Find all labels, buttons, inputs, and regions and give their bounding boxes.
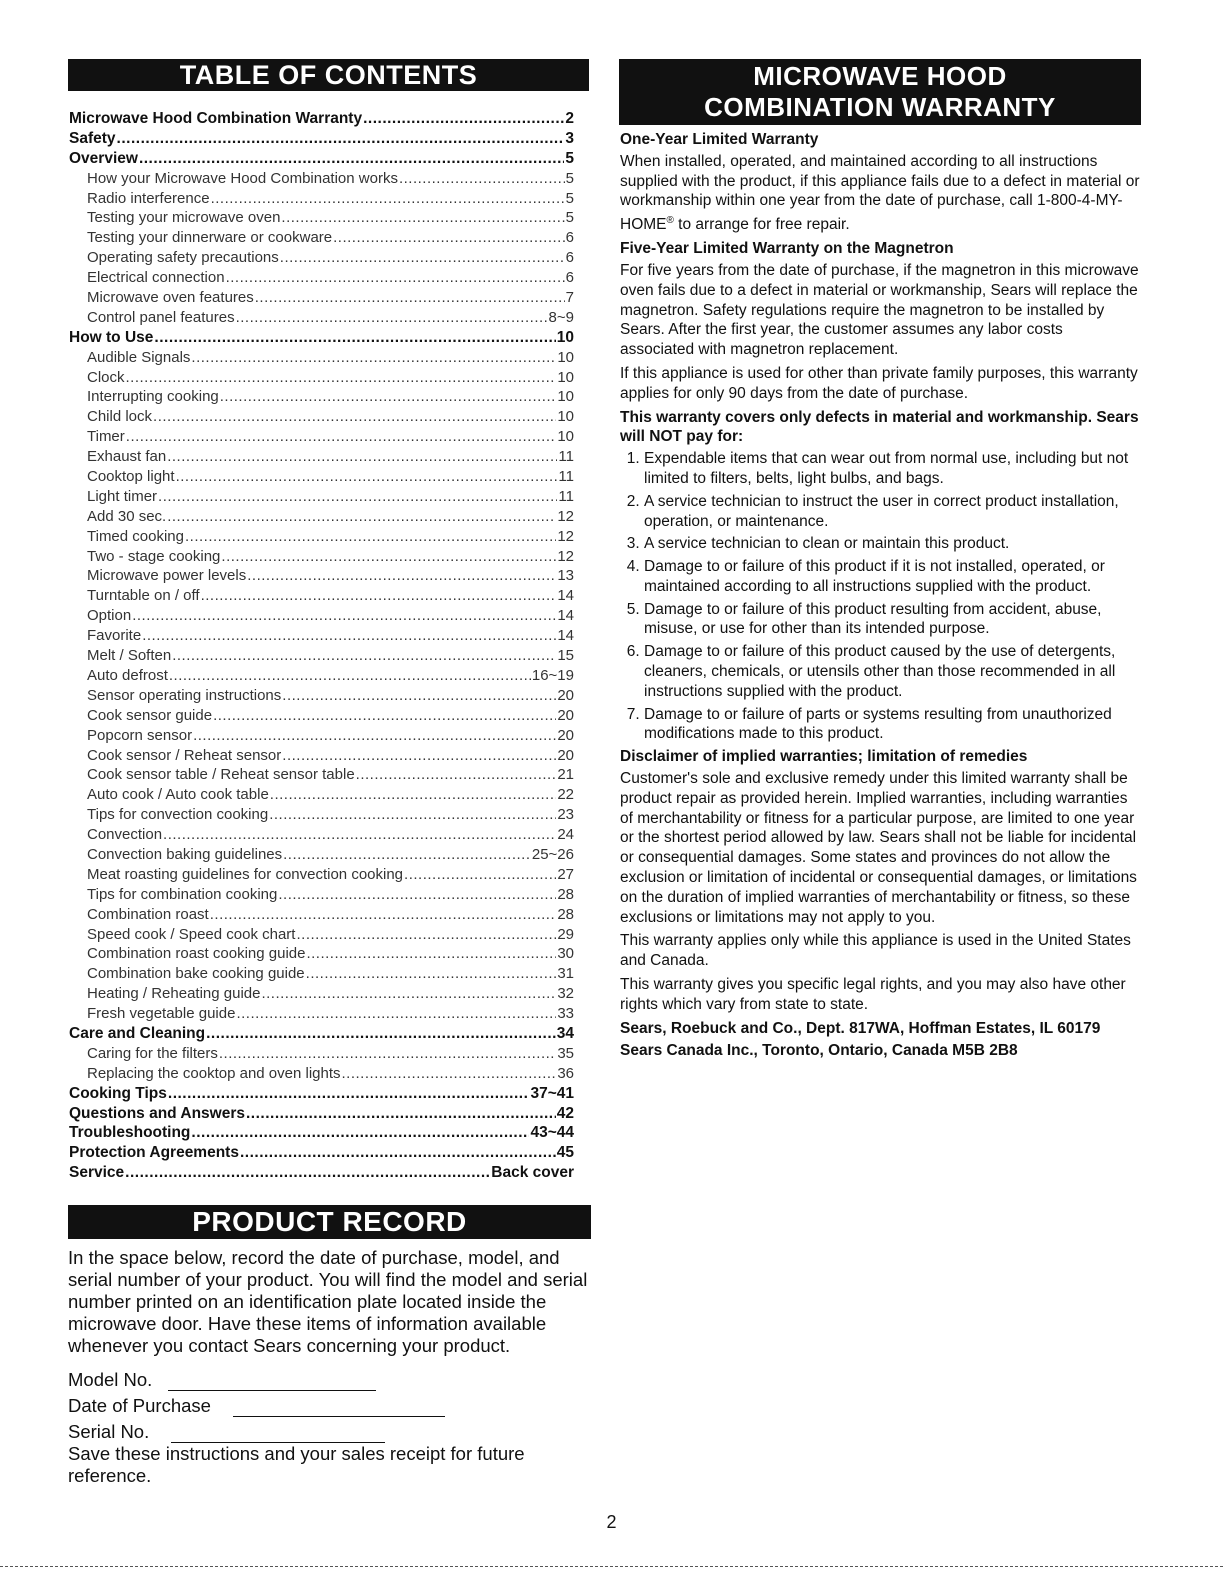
toc-entry-page: 11 — [558, 468, 574, 486]
toc-entry-page: 10 — [556, 328, 574, 346]
toc-entry — [69, 667, 574, 687]
toc-entry — [69, 926, 574, 946]
exclusion-item: 2. A service technician to instruct the user in correct product installation, operation, or maintenance. — [644, 492, 1140, 532]
date-field — [68, 1391, 591, 1417]
address-us: Sears, Roebuck and Co., Dept. 817WA, Hoffman Estates, IL 60179 — [620, 1019, 1101, 1037]
toc-list — [69, 110, 574, 1184]
toc-entry — [69, 508, 574, 528]
toc-entry-page: 5 — [565, 189, 574, 207]
five-year-text: For five years from the date of purchase, if the magnetron in this microwave oven fails due to a defect in material or workmanship, Sears will replace the magnetron. Safety regulations require the magnetron to be installed by Sears. After the first year, the customer assumes any labor costs associated with magnetron replacement. — [620, 261, 1139, 359]
toc-leader-dots — [185, 528, 556, 545]
model-field — [68, 1365, 591, 1391]
toc-entry-page: 25~26 — [531, 845, 574, 863]
toc-leader-dots — [281, 209, 564, 226]
toc-leader-dots — [142, 627, 556, 644]
toc-leader-dots — [168, 1085, 530, 1103]
toc-entry — [69, 985, 574, 1005]
toc-entry — [69, 1124, 574, 1144]
exclusion-item: 5. Damage to or failure of this product resulting from accident, abuse, misuse, or use for other than its intended purpose. — [644, 600, 1140, 640]
toc-entry-title: Radio interference — [87, 189, 210, 207]
address-canada: Sears Canada Inc., Toronto, Ontario, Canada M5B 2B8 — [620, 1042, 1018, 1060]
exclusion-item: 6. Damage to or failure of this product caused by the use of detergents, cleaners, chemicals, or utensils other than those recommended in all instructions supplied with the product. — [644, 642, 1140, 701]
toc-entry-title: Microwave oven features — [87, 289, 254, 307]
toc-entry-page: 33 — [557, 1005, 574, 1023]
toc-entry-title: Troubleshooting — [69, 1124, 191, 1142]
toc-entry-title: Timer — [87, 428, 125, 446]
toc-leader-dots — [191, 349, 556, 366]
toc-leader-dots — [342, 1065, 557, 1082]
toc-leader-dots — [125, 1164, 490, 1182]
toc-entry-page: 11 — [558, 487, 574, 505]
toc-entry — [69, 1164, 574, 1184]
toc-entry — [69, 1025, 574, 1045]
toc-leader-dots — [117, 130, 565, 148]
toc-leader-dots — [255, 289, 565, 306]
toc-leader-dots — [154, 329, 555, 347]
toc-entry-title: Operating safety precautions — [87, 249, 279, 267]
toc-entry — [69, 170, 574, 190]
toc-entry-title: Protection Agreements — [69, 1144, 239, 1162]
toc-leader-dots — [282, 687, 556, 704]
toc-entry-title: Favorite — [87, 627, 142, 645]
toc-entry-title: Cook sensor guide — [87, 706, 213, 724]
toc-entry-page: 13 — [557, 567, 574, 585]
toc-entry — [69, 110, 574, 130]
toc-entry — [69, 806, 574, 826]
serial-label: Serial No. — [68, 1421, 150, 1442]
toc-leader-dots — [221, 548, 556, 565]
toc-entry — [69, 687, 574, 707]
toc-entry — [69, 567, 574, 587]
toc-entry — [69, 1065, 574, 1085]
toc-leader-dots — [247, 567, 556, 584]
toc-entry — [69, 707, 574, 727]
toc-leader-dots — [167, 508, 556, 525]
toc-entry — [69, 727, 574, 747]
registered-mark: ® — [666, 215, 674, 227]
disclaimer-text: Customer's sole and exclusive remedy under this limited warranty shall be product repair as provided herein. Implied warranties, including warranties of merchantability or fitness for a particular purpose, are limited to one year or the shortest period allowed by law. Sears shall not be liable for incidental or consequential damages. Some states and provinces do not allow the exclusion or limitation of incidental or consequential damages, or limitations on the duration of implied warranties of merchantability or fitness, so these exclusions or limitations may not apply to you. — [620, 770, 1137, 926]
toc-entry-title: Speed cook / Speed cook chart — [87, 925, 296, 943]
toc-entry-title: Replacing the cooktop and oven lights — [87, 1064, 341, 1082]
toc-entry-title: Cook sensor table / Reheat sensor table — [87, 766, 355, 784]
toc-entry-page: 10 — [557, 348, 574, 366]
toc-entry-page: 16~19 — [531, 666, 574, 684]
toc-entry-title: Cooking Tips — [69, 1084, 167, 1102]
toc-entry-page: 3 — [565, 129, 574, 147]
toc-entry — [69, 965, 574, 985]
toc-entry-page: 20 — [557, 746, 574, 764]
toc-entry-page: Back cover — [491, 1164, 574, 1182]
toc-entry-page: 7 — [565, 289, 574, 307]
five-year-heading: Five-Year Limited Warranty on the Magnetron — [620, 240, 954, 258]
toc-entry-title: Caring for the filters — [87, 1044, 218, 1062]
toc-entry-title: Fresh vegetable guide — [87, 1005, 236, 1023]
toc-leader-dots — [172, 647, 556, 664]
toc-leader-dots — [206, 1025, 556, 1043]
page-number: 2 — [606, 1512, 617, 1532]
toc-entry-title: Control panel features — [87, 308, 235, 326]
toc-leader-dots — [126, 369, 557, 386]
toc-leader-dots — [269, 806, 556, 823]
us-canada-text: This warranty applies only while this appliance is used in the United States and Canada. — [620, 932, 1131, 970]
toc-leader-dots — [158, 488, 557, 505]
toc-entry — [69, 1105, 574, 1125]
toc-entry-page: 15 — [557, 647, 574, 665]
toc-leader-dots — [283, 846, 531, 863]
toc-entry-page: 36 — [557, 1064, 574, 1082]
toc-leader-dots — [193, 727, 556, 744]
toc-entry-title: Option — [87, 607, 132, 625]
toc-leader-dots — [139, 150, 564, 168]
date-line — [233, 1398, 445, 1417]
product-record-section — [68, 1247, 591, 1495]
toc-entry-title: Heating / Reheating guide — [87, 985, 261, 1003]
legal-rights-text: This warranty gives you specific legal rights, and you may also have other rights which vary from state to state. — [620, 976, 1126, 1013]
product-record-intro: In the space below, record the date of purchase, model, and serial number of your product. You will find the model and serial number printed on an identification plate located inside the microwave door. Have these items of information available whenever you contact Sears concerning your product. — [68, 1247, 588, 1356]
toc-entry — [69, 1005, 574, 1025]
toc-leader-dots — [213, 707, 556, 724]
toc-leader-dots — [306, 945, 556, 962]
toc-leader-dots — [220, 388, 557, 405]
toc-leader-dots — [306, 965, 557, 982]
toc-entry-page: 28 — [557, 885, 574, 903]
toc-leader-dots — [226, 269, 565, 286]
toc-entry-title: Timed cooking — [87, 527, 184, 545]
toc-leader-dots — [282, 747, 556, 764]
toc-entry-page: 12 — [557, 507, 574, 525]
toc-entry-title: Tips for combination cooking — [87, 885, 278, 903]
toc-entry-title: Cook sensor / Reheat sensor — [87, 746, 282, 764]
toc-leader-dots — [280, 249, 565, 266]
toc-entry-title: Auto cook / Auto cook table — [87, 786, 269, 804]
toc-leader-dots — [296, 926, 556, 943]
toc-entry — [69, 528, 574, 548]
toc-leader-dots — [356, 766, 557, 783]
toc-entry — [69, 1085, 574, 1105]
toc-entry-page: 10 — [557, 388, 574, 406]
toc-entry-page: 28 — [557, 905, 574, 923]
toc-leader-dots — [363, 110, 564, 128]
toc-entry-title: Tips for convection cooking — [87, 806, 269, 824]
footer-rule — [0, 1566, 1223, 1567]
toc-entry-page: 8~9 — [548, 308, 574, 326]
toc-entry-title: Melt / Soften — [87, 647, 172, 665]
toc-entry-title: Microwave power levels — [87, 567, 247, 585]
model-label: Model No. — [68, 1369, 153, 1390]
toc-entry — [69, 786, 574, 806]
toc-leader-dots — [176, 468, 558, 485]
toc-entry — [69, 886, 574, 906]
toc-entry-page: 14 — [557, 587, 574, 605]
one-year-text: When installed, operated, and maintained according to all instructions supplied with the product, if this appliance fails due to a defect in material or workmanship within one year from the date of purchase, call 1-800-4-MY-HOME® to arrange for free repair. — [620, 152, 1140, 234]
toc-entry — [69, 866, 574, 886]
exclusion-item: 1. Expendable items that can wear out from normal use, including but not limited to filters, belts, light bulbs, and bags. — [644, 449, 1140, 489]
toc-leader-dots — [240, 1144, 556, 1162]
toc-entry-title: Combination bake cooking guide — [87, 965, 305, 983]
toc-leader-dots — [211, 190, 565, 207]
toc-entry-page: 11 — [558, 448, 574, 466]
covers-heading: This warranty covers only defects in material and workmanship. Sears will NOT pay for: — [620, 408, 1139, 446]
toc-leader-dots — [261, 985, 556, 1002]
toc-entry — [69, 408, 574, 428]
toc-entry-title: Combination roast — [87, 905, 209, 923]
toc-entry-page: 27 — [557, 865, 574, 883]
toc-leader-dots — [163, 826, 556, 843]
toc-entry-page: 5 — [565, 169, 574, 187]
toc-entry-page: 10 — [557, 368, 574, 386]
toc-leader-dots — [153, 408, 556, 425]
toc-entry — [69, 945, 574, 965]
toc-entry — [69, 190, 574, 210]
toc-entry-page: 23 — [557, 806, 574, 824]
toc-entry — [69, 906, 574, 926]
toc-entry-title: Cooktop light — [87, 468, 175, 486]
toc-entry-title: How to Use — [69, 328, 154, 346]
warranty-section — [620, 130, 1140, 1064]
toc-entry-title: Service — [69, 1164, 125, 1182]
warranty-title-line2: COMBINATION WARRANTY — [704, 92, 1056, 122]
toc-entry-page: 24 — [557, 826, 574, 844]
toc-entry — [69, 826, 574, 846]
toc-leader-dots — [167, 448, 557, 465]
toc-entry-page: 37~41 — [530, 1084, 574, 1102]
toc-leader-dots — [219, 1045, 556, 1062]
toc-entry-page: 5 — [565, 149, 574, 167]
toc-entry-title: How your Microwave Hood Combination works — [87, 169, 398, 187]
toc-entry-page: 31 — [557, 965, 574, 983]
toc-entry-title: Meat roasting guidelines for convection cooking — [87, 865, 404, 883]
toc-entry-title: Testing your microwave oven — [87, 209, 281, 227]
toc-entry-title: Safety — [69, 129, 116, 147]
toc-entry — [69, 329, 574, 349]
toc-leader-dots — [169, 667, 531, 684]
toc-entry — [69, 607, 574, 627]
toc-entry-page: 45 — [556, 1144, 574, 1162]
toc-entry — [69, 209, 574, 229]
serial-line — [171, 1424, 385, 1443]
private-use-text: If this appliance is used for other than private family purposes, this warranty applies for only 90 days from the date of purchase. — [620, 364, 1138, 402]
one-year-heading: One-Year Limited Warranty — [620, 131, 819, 148]
toc-entry-page: 14 — [557, 627, 574, 645]
toc-leader-dots — [236, 309, 548, 326]
toc-entry — [69, 229, 574, 249]
save-note: Save these instructions and your sales receipt for future reference. — [68, 1443, 525, 1486]
toc-entry — [69, 448, 574, 468]
toc-entry — [69, 289, 574, 309]
toc-entry — [69, 647, 574, 667]
toc-leader-dots — [404, 866, 556, 883]
toc-entry-page: 20 — [557, 686, 574, 704]
toc-entry-title: Care and Cleaning — [69, 1024, 206, 1042]
exclusion-item: 7. Damage to or failure of parts or systems resulting from unauthorized modifications made to this product. — [644, 705, 1140, 745]
toc-entry-page: 22 — [557, 786, 574, 804]
toc-entry-title: Exhaust fan — [87, 448, 167, 466]
toc-entry-page: 35 — [557, 1044, 574, 1062]
toc-entry-page: 14 — [557, 607, 574, 625]
warranty-title-line1: MICROWAVE HOOD — [753, 61, 1007, 91]
toc-entry — [69, 269, 574, 289]
disclaimer-heading: Disclaimer of implied warranties; limitation of remedies — [620, 748, 1028, 766]
toc-entry-page: 21 — [557, 766, 574, 784]
toc-entry-page: 6 — [565, 229, 574, 247]
toc-entry-title: Sensor operating instructions — [87, 686, 282, 704]
toc-entry-title: Auto defrost — [87, 666, 168, 684]
toc-entry-page: 20 — [557, 706, 574, 724]
toc-entry-page: 34 — [556, 1024, 574, 1042]
toc-entry-page: 32 — [557, 985, 574, 1003]
toc-entry — [69, 428, 574, 448]
toc-entry-page: 30 — [557, 945, 574, 963]
toc-entry — [69, 548, 574, 568]
toc-entry — [69, 587, 574, 607]
toc-entry-page: 10 — [557, 428, 574, 446]
toc-leader-dots — [333, 229, 565, 246]
toc-entry-page: 10 — [557, 408, 574, 426]
toc-entry — [69, 488, 574, 508]
toc-entry-page: 6 — [565, 249, 574, 267]
toc-entry-title: Testing your dinnerware or cookware — [87, 229, 333, 247]
toc-entry — [69, 369, 574, 389]
toc-entry-page: 12 — [557, 527, 574, 545]
toc-entry-title: Microwave Hood Combination Warranty — [69, 110, 363, 127]
toc-entry-title: Add 30 sec. — [87, 507, 167, 525]
toc-banner: TABLE OF CONTENTS — [68, 59, 589, 91]
toc-entry-page: 12 — [557, 547, 574, 565]
model-line — [168, 1372, 376, 1391]
toc-entry — [69, 1045, 574, 1065]
toc-leader-dots — [201, 587, 557, 604]
toc-entry-title: Convection baking guidelines — [87, 845, 283, 863]
toc-entry-title: Combination roast cooking guide — [87, 945, 306, 963]
toc-entry-page: 42 — [556, 1104, 574, 1122]
toc-leader-dots — [399, 170, 565, 187]
toc-entry — [69, 249, 574, 269]
toc-entry-title: Popcorn sensor — [87, 726, 193, 744]
toc-entry-page: 6 — [565, 269, 574, 287]
toc-leader-dots — [236, 1005, 556, 1022]
toc-leader-dots — [191, 1124, 529, 1142]
toc-entry — [69, 349, 574, 369]
toc-entry-page: 43~44 — [530, 1124, 574, 1142]
toc-leader-dots — [246, 1105, 556, 1123]
toc-entry-title: Questions and Answers — [69, 1104, 245, 1122]
toc-entry — [69, 747, 574, 767]
toc-entry-title: Convection — [87, 826, 163, 844]
toc-entry-title: Audible Signals — [87, 348, 191, 366]
toc-entry — [69, 627, 574, 647]
toc-entry-title: Electrical connection — [87, 269, 225, 287]
serial-field — [68, 1417, 591, 1443]
toc-entry-title: Two - stage cooking — [87, 547, 221, 565]
toc-leader-dots — [270, 786, 557, 803]
toc-leader-dots — [132, 607, 556, 624]
toc-entry-page: 20 — [557, 726, 574, 744]
toc-entry — [69, 309, 574, 329]
toc-entry — [69, 150, 574, 170]
toc-entry-page: 5 — [565, 209, 574, 227]
toc-leader-dots — [126, 428, 557, 445]
exclusions-list — [620, 449, 1140, 744]
toc-entry-page: 2 — [565, 110, 574, 127]
toc-leader-dots — [278, 886, 556, 903]
toc-entry — [69, 1144, 574, 1164]
toc-entry-page: 29 — [557, 925, 574, 943]
toc-entry-title: Light timer — [87, 487, 158, 505]
toc-entry — [69, 766, 574, 786]
exclusion-item: 3. A service technician to clean or maintain this product. — [644, 534, 1140, 554]
toc-leader-dots — [210, 906, 557, 923]
warranty-banner — [619, 59, 1141, 125]
toc-entry — [69, 468, 574, 488]
toc-entry-title: Child lock — [87, 408, 153, 426]
toc-entry-title: Clock — [87, 368, 125, 386]
date-label: Date of Purchase — [68, 1395, 211, 1416]
toc-entry-title: Interrupting cooking — [87, 388, 219, 406]
exclusion-item: 4. Damage to or failure of this product if it is not installed, operated, or maintained according to all instructions supplied with the product. — [644, 557, 1140, 597]
toc-entry — [69, 388, 574, 408]
toc-entry — [69, 846, 574, 866]
toc-entry — [69, 130, 574, 150]
product-record-banner: PRODUCT RECORD — [68, 1205, 591, 1239]
toc-entry-title: Turntable on / off — [87, 587, 200, 605]
toc-entry-title: Overview — [69, 149, 138, 167]
